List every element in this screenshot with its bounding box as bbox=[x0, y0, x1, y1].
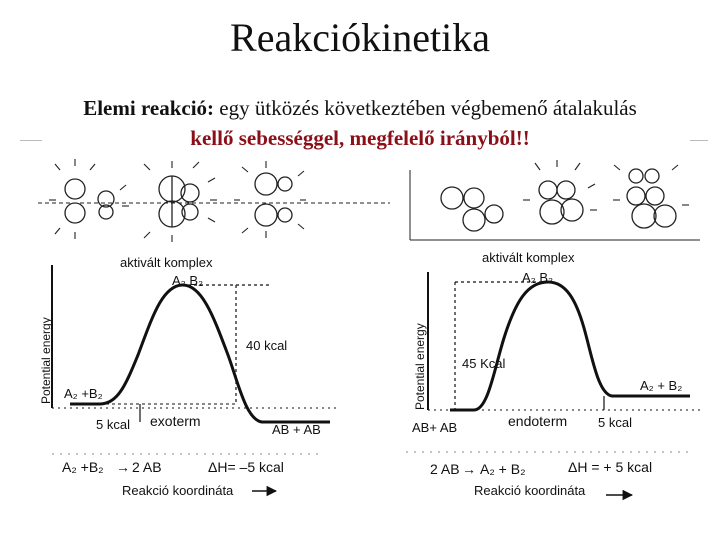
left-energy-curve bbox=[70, 285, 330, 422]
slide-subtitle-highlight: kellő sebességgel, megfelelő irányból!! bbox=[190, 126, 530, 150]
left-delta-label: 5 kcal bbox=[96, 417, 130, 432]
left-barrier-label: 40 kcal bbox=[246, 338, 288, 353]
subtitle-bold: Elemi reakció: bbox=[83, 96, 215, 120]
right-equation-right: A₂ + B₂ bbox=[480, 461, 526, 477]
right-barrier-label: 45 Kcal bbox=[462, 356, 506, 371]
right-collision-sketch bbox=[410, 160, 700, 240]
left-x-axis-label: Reakció koordináta bbox=[122, 483, 234, 498]
left-activated-label: aktivált komplex bbox=[120, 255, 213, 270]
left-complex-formula: A₂ B₂ bbox=[172, 273, 204, 288]
left-equation-arrow: → bbox=[116, 459, 130, 475]
right-y-axis-label: Potential energy bbox=[413, 323, 427, 410]
right-delta-label: 5 kcal bbox=[598, 415, 632, 430]
left-y-axis-label: Potential energy bbox=[39, 317, 53, 404]
right-energy-diagram bbox=[406, 250, 700, 498]
subtitle-rest: egy ütközés következtében végbemenő átalakulás bbox=[214, 96, 637, 120]
slide-title: Reakciókinetika bbox=[230, 15, 490, 60]
right-type-label: endoterm bbox=[508, 413, 568, 429]
right-reactants-label: AB+ AB bbox=[412, 420, 458, 435]
right-equation-arrow: → bbox=[462, 461, 476, 477]
right-complex-formula: A₂ B₂ bbox=[522, 270, 554, 285]
right-activated-label: aktivált komplex bbox=[482, 250, 575, 265]
left-energy-diagram bbox=[39, 255, 340, 498]
right-products-label: A₂ + B₂ bbox=[640, 378, 683, 393]
right-enthalpy: ΔH = + 5 kcal bbox=[568, 459, 653, 475]
left-reactants-label: A₂ +B₂ bbox=[64, 386, 103, 401]
left-enthalpy: ΔH= –5 kcal bbox=[208, 459, 284, 475]
left-equation-right: 2 AB bbox=[132, 459, 162, 475]
right-x-axis-label: Reakció koordináta bbox=[474, 483, 586, 498]
left-equation-left: A₂ +B₂ bbox=[62, 459, 104, 475]
left-products-label: AB + AB bbox=[272, 422, 321, 437]
left-collision-sketch bbox=[38, 159, 390, 242]
left-type-label: exoterm bbox=[150, 413, 201, 429]
right-equation-left: 2 AB bbox=[430, 461, 460, 477]
